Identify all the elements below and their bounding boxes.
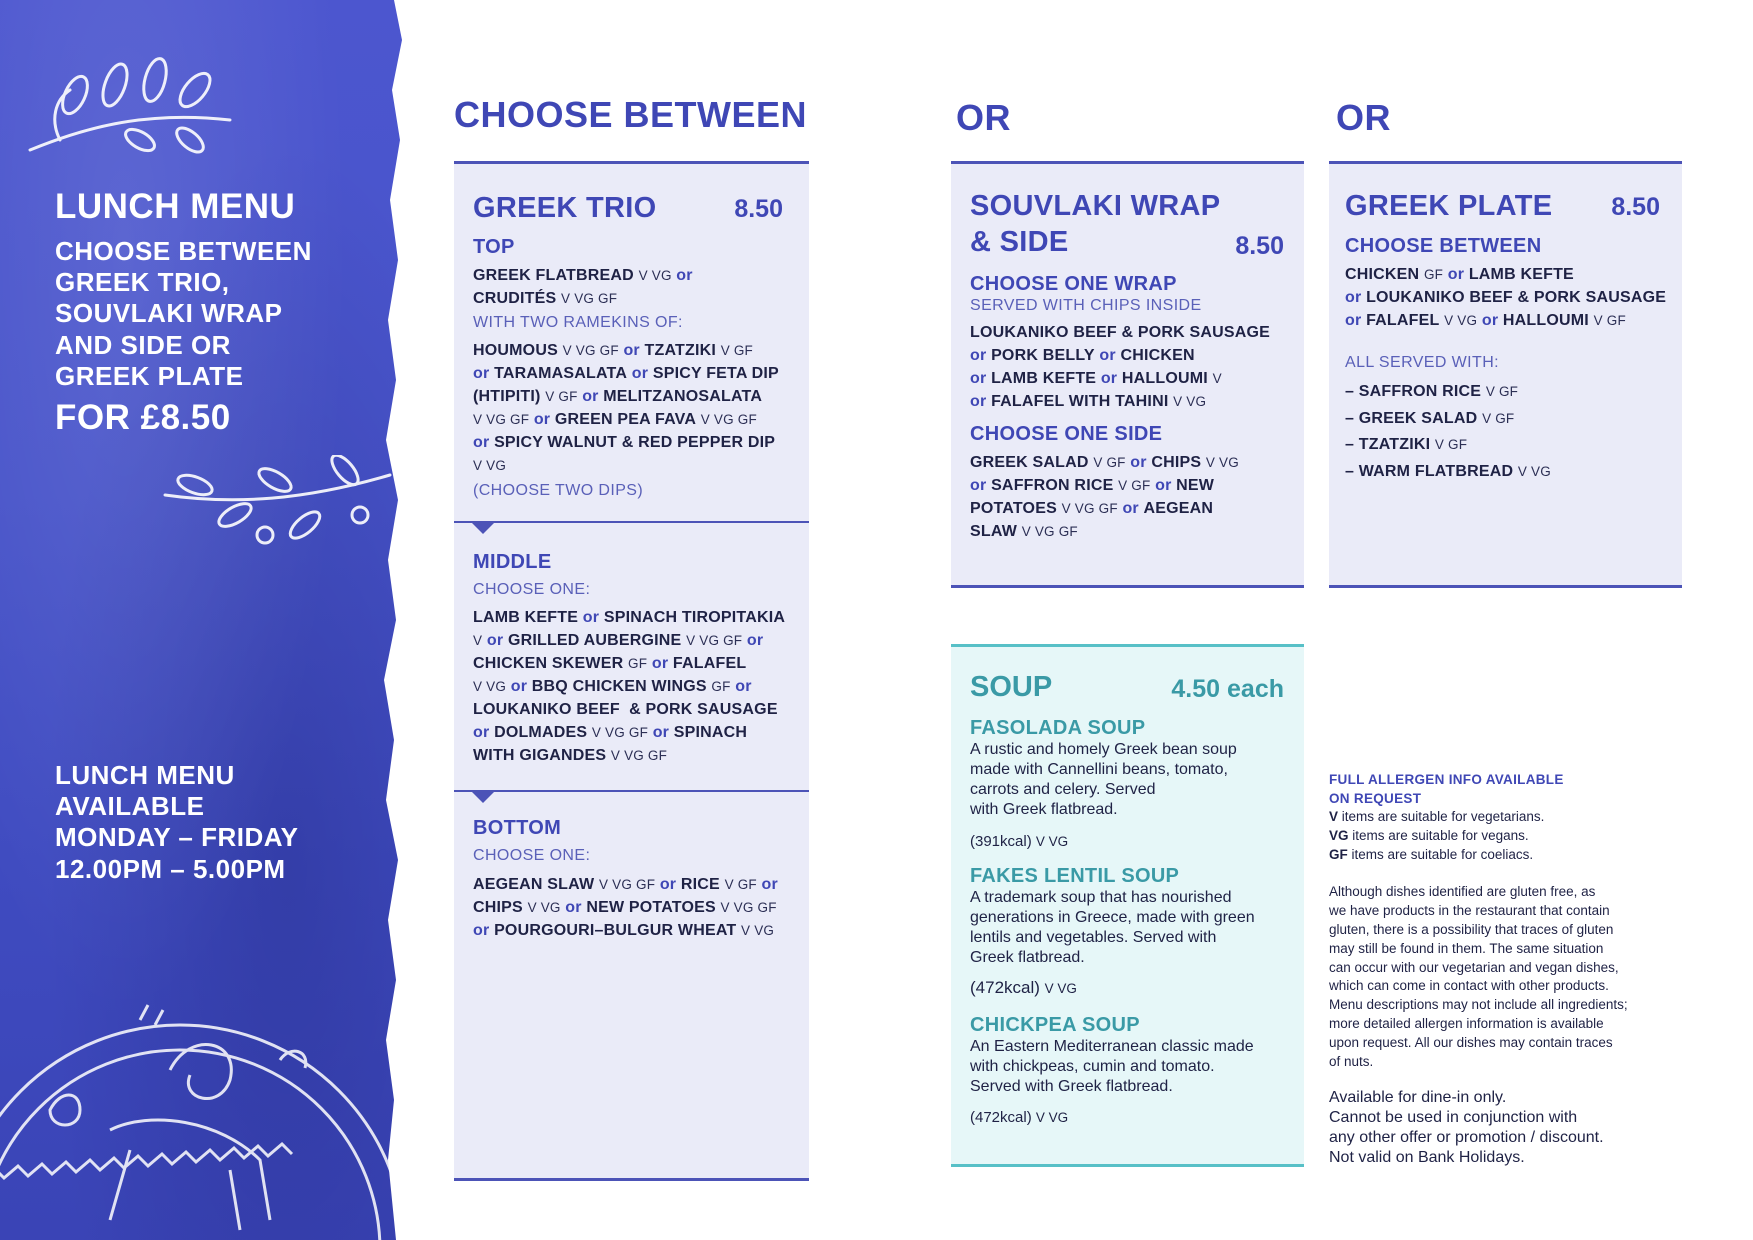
greek-plate-card: [1329, 161, 1682, 588]
availability-line: AVAILABLE: [55, 791, 205, 822]
diet-tag: V GF: [1093, 455, 1126, 470]
menu-item-name: HALLOUMI: [1121, 370, 1208, 387]
diet-tag: V GF: [545, 389, 578, 404]
menu-item-name: BBQ CHICKEN WINGS: [531, 678, 707, 695]
souvlaki-title-line: SOUVLAKI WRAP: [970, 190, 1221, 222]
allergen-key-text: items are suitable for vegans.: [1352, 827, 1529, 843]
sidebar-panel: [0, 0, 412, 1240]
menu-item-name: SPICY WALNUT & RED PEPPER DIP: [494, 434, 776, 451]
diet-tag: V VG: [1035, 1110, 1069, 1125]
diet-tag: V VG GF: [700, 412, 757, 427]
subtitle-line: GREEK TRIO,: [55, 267, 230, 298]
diet-tag: V GF: [1482, 410, 1515, 426]
soup-kcal: [970, 1109, 1068, 1126]
diet-tag: V VG GF: [598, 877, 656, 892]
subtitle-line: AND SIDE OR: [55, 329, 231, 360]
terms-line: Cannot be used in conjunction with: [1329, 1109, 1578, 1127]
soup-kcal: [970, 833, 1068, 850]
greek-plate-title: GREEK PLATE: [1345, 190, 1553, 222]
subtitle-line: SOUVLAKI WRAP: [55, 298, 283, 329]
menu-item-name: – TZATZIKI: [1345, 436, 1431, 453]
menu-item-name: CHICKEN SKEWER: [473, 655, 624, 672]
soup-title: SOUP: [970, 671, 1053, 703]
diet-tag: V GF: [724, 877, 757, 892]
diet-tag: GF: [1423, 267, 1444, 282]
lunch-menu-subtitle: [55, 236, 355, 392]
arrow-down-icon: [472, 523, 494, 534]
souvlaki-side-title: CHOOSE ONE SIDE: [970, 423, 1163, 445]
menu-item-name: HALLOUMI: [1502, 312, 1589, 329]
soup-name: CHICKPEA SOUP: [970, 1014, 1140, 1036]
diet-tag: V GF: [1485, 384, 1519, 399]
soup-name: FAKES LENTIL SOUP: [970, 865, 1180, 887]
allergen-heading-line: ON REQUEST: [1329, 791, 1422, 806]
menu-item-name: (HTIPITI): [473, 388, 541, 405]
menu-item-name: DOLMADES: [494, 724, 588, 741]
trio-bottom-list: AEGEAN SLAW V VG GF or RICE V GF or CHIPS V VG or NEW POTATOES V VG GF or POURGOURI–BULGUR WHEAT V VG: [473, 876, 778, 939]
kcal-value: (472kcal): [970, 978, 1040, 997]
diet-tag: V VG GF: [610, 748, 668, 763]
diet-tag: V VG: [741, 923, 775, 938]
menu-item-name: PORK BELLY: [991, 347, 1095, 364]
menu-item-name: FALAFEL: [1366, 312, 1440, 329]
menu-item-name: LAMB KEFTE: [991, 370, 1097, 387]
menu-item-name: MELITZANOSALATA: [603, 388, 763, 405]
section-divider: [454, 521, 809, 523]
souvlaki-price: 8.50: [1235, 232, 1284, 260]
disclaimer-line: may still be found in them. The same situation: [1329, 940, 1604, 956]
diet-tag: GF: [711, 679, 731, 694]
soup-desc-line: Greek flatbread.: [970, 949, 1085, 966]
allergen-disclaimer: [1329, 883, 1709, 1071]
menu-item-name: SLAW: [970, 523, 1018, 540]
soup-desc-line: A rustic and homely Greek bean soup: [970, 741, 1237, 758]
soup-desc-line: lentils and vegetables. Served with: [970, 929, 1217, 946]
menu-item-name: FALAFEL WITH TAHINI: [991, 393, 1169, 410]
greek-plate-choose: CHOOSE BETWEEN: [1345, 235, 1542, 257]
greek-trio-price: 8.50: [734, 195, 783, 223]
greek-plate-served-list: [1345, 379, 1675, 485]
arrow-down-icon: [472, 792, 494, 803]
diet-tag: V VG GF: [686, 633, 743, 648]
diet-tag: V: [1212, 371, 1222, 386]
allergen-code: GF: [1329, 846, 1348, 862]
allergen-code: VG: [1329, 827, 1349, 843]
allergen-key: [1329, 808, 1709, 864]
diet-tag: V VG: [1517, 463, 1551, 479]
diet-tag: V VG GF: [561, 291, 618, 306]
soup-desc-line: generations in Greece, made with green: [970, 909, 1255, 926]
menu-item-name: POURGOURI–BULGUR WHEAT: [494, 922, 737, 939]
allergen-info: [1329, 770, 1709, 1168]
diet-tag: V VG GF: [591, 725, 649, 740]
trio-middle-list: LAMB KEFTE or SPINACH TIROPITAKIA V or GRILLED AUBERGINE V VG GF or CHICKEN SKEWER GF or FALAFEL V VG or BBQ CHICKEN WINGS GF or LOUKANIKO BEEF & PORK SAUSAGE or DOLMADES V VG GF or SPINACH WITH GIGANDES V VG GF: [473, 609, 786, 764]
diet-tag: GF: [628, 656, 648, 671]
menu-item-name: WITH GIGANDES: [473, 747, 607, 764]
menu-item-name: CHICKEN: [1345, 266, 1420, 283]
menu-item-name: CHIPS: [473, 899, 523, 916]
soup-desc-line: A trademark soup that has nourished: [970, 889, 1232, 906]
menu-item-name: LAMB KEFTE: [473, 609, 579, 626]
heading-or-2: OR: [1336, 97, 1391, 138]
diet-tag: V VG: [638, 268, 672, 283]
offer-terms: [1329, 1088, 1709, 1168]
menu-item-name: – GREEK SALAD: [1345, 409, 1478, 427]
souvlaki-title: [970, 188, 1220, 261]
menu-item-name: POTATOES: [970, 500, 1057, 517]
diet-tag: V VG: [527, 900, 561, 915]
diet-tag: V GF: [1118, 478, 1151, 493]
diet-tag: V GF: [1434, 437, 1468, 452]
kcal-value: (472kcal): [970, 1109, 1032, 1126]
menu-item-name: SAFFRON RICE: [991, 477, 1114, 494]
menu-item-name: LAMB KEFTE: [1468, 266, 1574, 283]
diet-tag: V GF: [1593, 313, 1626, 328]
soup-price: 4.50 each: [1171, 675, 1284, 703]
trio-top-bases: [473, 264, 803, 310]
heading-choose-between: CHOOSE BETWEEN: [454, 94, 808, 135]
allergen-code: V: [1329, 809, 1339, 824]
menu-item-name: LOUKANIKO BEEF & PORK SAUSAGE: [1366, 289, 1667, 306]
terms-line: Not valid on Bank Holidays.: [1329, 1149, 1525, 1167]
lunch-menu-price: FOR £8.50: [55, 398, 231, 437]
trio-bottom-sub: CHOOSE ONE:: [473, 847, 591, 864]
disclaimer-line: can occur with our vegetarian and vegan dishes,: [1329, 959, 1619, 975]
soup-description: [970, 740, 1300, 820]
trio-middle-title: MIDDLE: [473, 551, 552, 573]
disclaimer-line: more detailed allergen information is available: [1329, 1015, 1604, 1031]
trio-ramekins-label: WITH TWO RAMEKINS OF:: [473, 314, 683, 331]
souvlaki-wrap-list: LOUKANIKO BEEF & PORK SAUSAGE or PORK BELLY or CHICKEN or LAMB KEFTE or HALLOUMI V or FALAFEL WITH TAHINI V VG: [970, 324, 1271, 410]
terms-line: any other offer or promotion / discount.: [1329, 1129, 1604, 1147]
souvlaki-card: [951, 161, 1304, 588]
availability-line: 12.00PM – 5.00PM: [55, 853, 286, 884]
menu-item-name: SPINACH TIROPITAKIA: [603, 609, 786, 626]
kcal-value: (391kcal): [970, 833, 1032, 850]
soup-desc-line: with chickpeas, cumin and tomato.: [970, 1058, 1215, 1075]
trio-top-title: TOP: [473, 236, 515, 258]
lunch-menu-title: LUNCH MENU: [55, 187, 296, 226]
greek-plate-price: 8.50: [1611, 193, 1660, 221]
menu-item-name: SPINACH: [673, 724, 748, 741]
terms-line: Available for dine-in only.: [1329, 1089, 1507, 1107]
disclaimer-line: Menu descriptions may not include all ingredients;: [1329, 997, 1628, 1013]
greek-plate-illustration-icon: [0, 920, 412, 1240]
soup-desc-line: Served with Greek flatbread.: [970, 1078, 1173, 1095]
disclaimer-line: of nuts.: [1329, 1053, 1374, 1069]
menu-item-name: NEW POTATOES: [586, 899, 716, 916]
subtitle-line: GREEK PLATE: [55, 360, 244, 391]
soup-desc-line: carrots and celery. Served: [970, 781, 1156, 798]
diet-tag: V GF: [720, 343, 753, 358]
menu-item-name: RICE: [680, 876, 720, 893]
disclaimer-line: gluten, there is a possibility that traces of gluten: [1329, 921, 1614, 937]
menu-item-name: AEGEAN: [1143, 500, 1214, 517]
soup-description: [970, 888, 1300, 968]
allergen-key-text: items are suitable for vegetarians.: [1341, 809, 1545, 824]
diet-tag: V VG: [473, 679, 507, 694]
menu-item-name: GREEK FLATBREAD: [473, 267, 634, 284]
menu-item-name: GRILLED AUBERGINE: [507, 632, 682, 649]
lunch-menu-availability: [55, 760, 355, 885]
diet-tag: V VG: [1035, 834, 1069, 849]
soup-card: [951, 644, 1304, 1167]
souvlaki-wrap-title: CHOOSE ONE WRAP: [970, 273, 1177, 295]
allergen-heading-line: FULL ALLERGEN INFO AVAILABLE: [1329, 772, 1564, 787]
menu-item-name: – WARM FLATBREAD: [1345, 462, 1514, 480]
soup-desc-line: An Eastern Mediterranean classic made: [970, 1038, 1254, 1055]
availability-line: LUNCH MENU: [55, 760, 235, 790]
or-word: or: [676, 267, 693, 284]
soup-kcal: [970, 978, 1077, 998]
menu-item-name: TZATZIKI: [644, 342, 717, 359]
trio-middle-sub: CHOOSE ONE:: [473, 581, 591, 598]
disclaimer-line: we have products in the restaurant that contain: [1329, 903, 1610, 919]
diet-tag: V VG GF: [1021, 524, 1078, 539]
menu-item-name: SPICY FETA DIP: [652, 365, 779, 382]
heading-or-1: OR: [956, 97, 1011, 138]
menu-item-name: LOUKANIKO BEEF & PORK SAUSAGE: [473, 701, 778, 718]
olive-branch-icon-2: [155, 455, 395, 565]
diet-tag: V: [473, 633, 483, 648]
section-divider: [454, 790, 809, 792]
diet-tag: V VG: [1173, 394, 1207, 409]
souvlaki-title-line: & SIDE: [970, 226, 1069, 259]
diet-tag: V VG GF: [720, 900, 777, 915]
menu-item-name: CRUDITÉS: [473, 290, 557, 307]
souvlaki-wrap-sub: SERVED WITH CHIPS INSIDE: [970, 297, 1202, 314]
diet-tag: V VG GF: [1061, 501, 1118, 516]
trio-bottom-title: BOTTOM: [473, 817, 562, 839]
soup-description: [970, 1037, 1300, 1097]
menu-item-name: – SAFFRON RICE: [1345, 383, 1482, 400]
allergen-key-text: items are suitable for coeliacs.: [1351, 846, 1534, 862]
menu-item-name: GREEK SALAD: [970, 454, 1089, 471]
diet-tag: V VG GF: [473, 412, 530, 427]
menu-item-name: CHICKEN: [1120, 347, 1195, 364]
menu-item-name: AEGEAN SLAW: [473, 876, 595, 893]
diet-tag: V VG GF: [562, 343, 619, 358]
souvlaki-side-list: GREEK SALAD V GF or CHIPS V VG or SAFFRON RICE V GF or NEW POTATOES V VG GF or AEGEAN SLAW V VG GF: [970, 454, 1239, 540]
diet-tag: V VG: [1205, 455, 1239, 470]
soup-desc-line: with Greek flatbread.: [970, 801, 1118, 818]
allergen-heading: [1329, 770, 1709, 808]
diet-tag: V VG: [1044, 981, 1077, 996]
menu-item-name: HOUMOUS: [473, 342, 558, 359]
trio-choose-two-note: (CHOOSE TWO DIPS): [473, 482, 644, 499]
trio-dips-list: HOUMOUS V VG GF or TZATZIKI V GF or TARAMASALATA or SPICY FETA DIP (HTIPITI) V GF or MELITZANOSALATA V VG GF or GREEN PEA FAVA V VG GF or SPICY WALNUT & RED PEPPER DIP V VG: [473, 342, 779, 473]
soup-desc-line: made with Cannellini beans, tomato,: [970, 761, 1228, 778]
diet-tag: V VG: [1444, 313, 1478, 328]
menu-item-name: CHIPS: [1151, 454, 1202, 471]
disclaimer-line: upon request. All our dishes may contain traces: [1329, 1034, 1613, 1050]
disclaimer-line: which can come in contact with other products.: [1329, 978, 1609, 994]
menu-item-name: TARAMASALATA: [494, 365, 628, 382]
availability-line: MONDAY – FRIDAY: [55, 822, 299, 853]
greek-trio-title: GREEK TRIO: [473, 192, 657, 224]
disclaimer-line: Although dishes identified are gluten free, as: [1329, 884, 1596, 900]
olive-branch-icon: [20, 40, 240, 160]
greek-trio-card: [454, 161, 809, 1181]
menu-item-name: FALAFEL: [672, 655, 747, 672]
menu-item-name: NEW: [1176, 477, 1215, 494]
subtitle-line: CHOOSE BETWEEN: [55, 236, 312, 266]
diet-tag: V VG: [473, 458, 507, 473]
menu-item-name: GREEN PEA FAVA: [554, 411, 697, 428]
soup-name: FASOLADA SOUP: [970, 717, 1146, 739]
menu-item-name: LOUKANIKO BEEF & PORK SAUSAGE: [970, 324, 1271, 341]
greek-plate-options: CHICKEN GF or LAMB KEFTE or LOUKANIKO BEEF & PORK SAUSAGE or FALAFEL V VG or HALLOUMI V GF: [1345, 266, 1667, 329]
greek-plate-served-label: ALL SERVED WITH:: [1345, 354, 1499, 371]
